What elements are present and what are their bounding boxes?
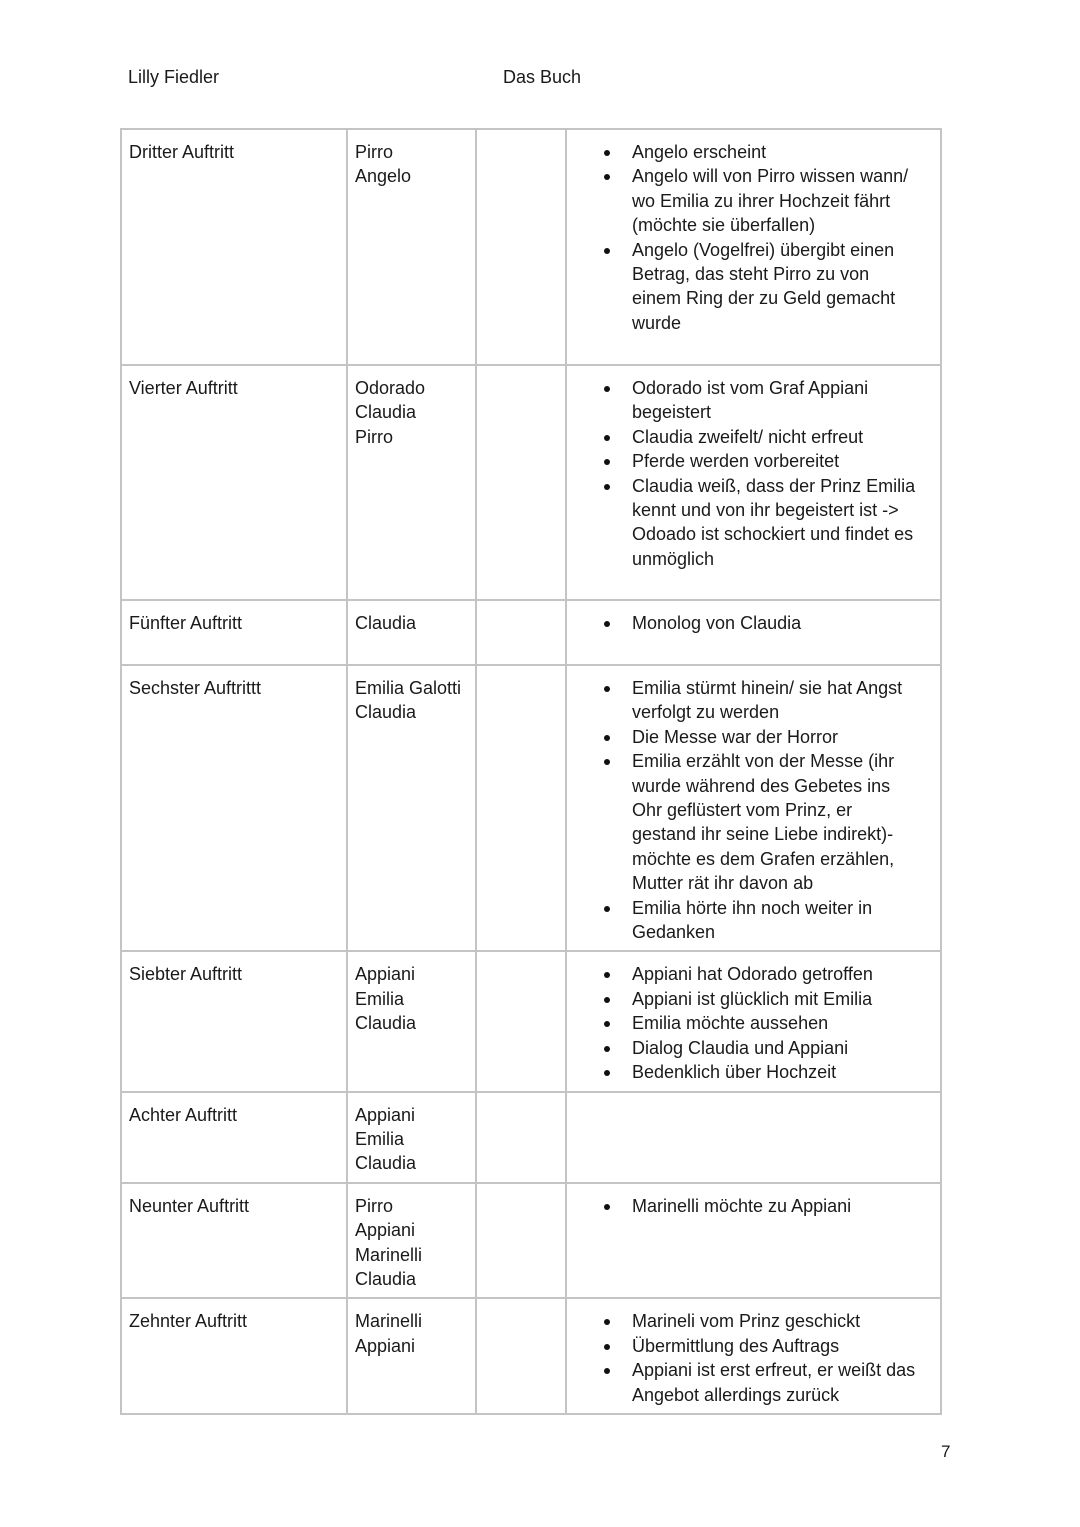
summary-line: Die Messe war der Horror [632, 726, 839, 747]
table-row [121, 600, 941, 665]
summary-point [567, 140, 933, 164]
summary-line: Angebot allerdings zurück [632, 1384, 840, 1405]
summary-point [567, 1334, 933, 1358]
scene-cell: Achter Auftritt [121, 1092, 347, 1183]
summary-line: Emilia stürmt hinein/ sie hat Angst [632, 678, 903, 698]
bullet-icon [604, 735, 610, 741]
empty-cell [476, 1298, 566, 1414]
summary-cell [566, 129, 941, 365]
summary-line: Übermittlung des Auftrags [632, 1335, 840, 1356]
summary-list [567, 140, 933, 335]
scene-table [120, 128, 942, 1415]
summary-line: Emilia erzählt von der Messe (ihr [632, 751, 895, 772]
summary-cell [566, 1298, 941, 1414]
summary-line: Marineli vom Prinz geschickt [632, 1311, 861, 1332]
bullet-icon [604, 248, 610, 254]
empty-cell [476, 129, 566, 365]
character-name: Emilia Galotti [355, 678, 462, 698]
bullet-icon [604, 1046, 610, 1052]
empty-cell [476, 365, 566, 600]
summary-line: Marinelli möchte zu Appiani [632, 1195, 852, 1216]
summary-line: Angelo will von Pirro wissen wann/ [632, 166, 909, 187]
character-name: Appiani [355, 1220, 416, 1241]
character-name: Claudia [355, 1268, 417, 1289]
summary-line: kennt und von ihr begeistert ist -> [632, 500, 899, 521]
character-name: Pirro [355, 1195, 394, 1216]
character-name: Claudia [355, 1153, 417, 1174]
scene-cell: Neunter Auftritt [121, 1183, 347, 1299]
summary-line: Mutter rät ihr davon ab [632, 873, 814, 894]
summary-cell [566, 365, 941, 600]
summary-line: Claudia weiß, dass der Prinz Emilia [632, 475, 916, 496]
summary-line: Appiani ist glücklich mit Emilia [632, 988, 873, 1009]
summary-list [567, 962, 933, 1084]
bullet-icon [604, 484, 610, 490]
author-name: Lilly Fiedler [128, 67, 220, 87]
summary-list [567, 376, 933, 571]
summary-line: wurde [632, 312, 682, 333]
bullet-icon [604, 459, 610, 465]
summary-point [567, 1309, 933, 1333]
summary-point [567, 1011, 933, 1035]
characters-cell [347, 951, 476, 1091]
bullet-icon [604, 906, 610, 912]
bullet-icon [604, 686, 610, 692]
summary-line: Emilia möchte aussehen [632, 1013, 829, 1034]
summary-line: (möchte sie überfallen) [632, 215, 816, 236]
table-row [121, 665, 941, 951]
bullet-icon [604, 1021, 610, 1027]
character-name: Claudia [355, 1013, 417, 1034]
summary-point [567, 725, 933, 749]
scene-table-body [121, 129, 941, 1414]
empty-cell [476, 600, 566, 665]
empty-cell [476, 665, 566, 951]
summary-line: gestand ihr seine Liebe indirekt)- [632, 824, 894, 845]
bullet-icon [604, 435, 610, 441]
bullet-icon [604, 174, 610, 180]
summary-list [567, 611, 933, 635]
character-name: Appiani [355, 964, 416, 985]
character-name: Emilia [355, 988, 405, 1009]
summary-point [567, 164, 933, 237]
summary-point [567, 1194, 933, 1218]
summary-line: Betrag, das steht Pirro zu von [632, 264, 870, 285]
characters-cell [347, 1183, 476, 1299]
summary-line: Angelo (Vogelfrei) übergibt einen [632, 239, 895, 260]
table-row [121, 129, 941, 365]
scene-cell: Fünfter Auftritt [121, 600, 347, 665]
characters-cell [347, 665, 476, 951]
summary-line: Appiani hat Odorado getroffen [632, 964, 873, 985]
bullet-icon [604, 1344, 610, 1350]
scene-cell: Zehnter Auftritt [121, 1298, 347, 1414]
character-name: Claudia [355, 613, 417, 633]
summary-list [567, 1309, 933, 1407]
summary-line: Emilia hörte ihn noch weiter in [632, 897, 873, 918]
summary-point [567, 425, 933, 449]
summary-line: Appiani ist erst erfreut, er weißt das [632, 1360, 916, 1381]
summary-line: Bedenklich über Hochzeit [632, 1062, 837, 1083]
bullet-icon [604, 1368, 610, 1374]
bullet-icon [604, 150, 610, 156]
summary-point [567, 238, 933, 336]
summary-line: Odoado ist schockiert und findet es [632, 524, 914, 545]
summary-point [567, 1036, 933, 1060]
character-name: Appiani [355, 1335, 416, 1356]
page-number: 7 [941, 1442, 951, 1461]
summary-line: wo Emilia zu ihrer Hochzeit fährt [632, 190, 891, 211]
characters-cell [347, 1298, 476, 1414]
scene-cell: Dritter Auftritt [121, 129, 347, 365]
character-name: Marinelli [355, 1244, 423, 1265]
summary-line: Monolog von Claudia [632, 613, 802, 633]
table-row [121, 365, 941, 600]
summary-list [567, 676, 933, 944]
character-name: Angelo [355, 166, 412, 187]
summary-line: verfolgt zu werden [632, 702, 780, 723]
summary-line: einem Ring der zu Geld gemacht [632, 288, 896, 309]
characters-cell [347, 365, 476, 600]
summary-point [567, 1060, 933, 1084]
bullet-icon [604, 621, 610, 627]
summary-line: wurde während des Gebetes ins [632, 775, 891, 796]
bullet-icon [604, 386, 610, 392]
bullet-icon [604, 972, 610, 978]
table-row [121, 1298, 941, 1414]
summary-cell [566, 600, 941, 665]
character-name: Claudia [355, 702, 417, 723]
summary-line: Angelo erscheint [632, 142, 767, 162]
summary-point [567, 449, 933, 473]
summary-line: Odorado ist vom Graf Appiani [632, 378, 869, 398]
empty-cell [476, 951, 566, 1091]
table-row [121, 1092, 941, 1183]
characters-cell [347, 600, 476, 665]
character-name: Emilia [355, 1128, 405, 1149]
character-name: Pirro [355, 142, 394, 162]
character-name: Marinelli [355, 1311, 423, 1332]
character-name: Appiani [355, 1104, 416, 1125]
summary-line: Pferde werden vorbereitet [632, 451, 840, 472]
summary-list [567, 1194, 933, 1218]
characters-cell [347, 129, 476, 365]
bullet-icon [604, 1070, 610, 1076]
summary-point [567, 987, 933, 1011]
empty-cell [476, 1183, 566, 1299]
summary-line: begeistert [632, 402, 712, 423]
bullet-icon [604, 997, 610, 1003]
summary-point [567, 376, 933, 425]
summary-cell [566, 1183, 941, 1299]
summary-line: Dialog Claudia und Appiani [632, 1037, 849, 1058]
empty-cell [476, 1092, 566, 1183]
summary-point [567, 676, 933, 725]
summary-line: Claudia zweifelt/ nicht erfreut [632, 426, 864, 447]
summary-point [567, 474, 933, 572]
bullet-icon [604, 1319, 610, 1325]
bullet-icon [604, 759, 610, 765]
character-name: Pirro [355, 426, 394, 447]
summary-line: unmöglich [632, 548, 715, 569]
summary-point [567, 896, 933, 945]
table-row [121, 951, 941, 1091]
bullet-icon [604, 1204, 610, 1210]
character-name: Claudia [355, 402, 417, 423]
summary-point [567, 611, 933, 635]
character-name: Odorado [355, 378, 426, 398]
document-title: Das Buch [503, 67, 582, 87]
summary-cell [566, 951, 941, 1091]
summary-line: Gedanken [632, 922, 716, 943]
scene-cell: Sechster Auftrittt [121, 665, 347, 951]
scene-cell: Vierter Auftritt [121, 365, 347, 600]
summary-point [567, 962, 933, 986]
summary-point [567, 1358, 933, 1407]
characters-cell [347, 1092, 476, 1183]
summary-line: Ohr geflüstert vom Prinz, er [632, 800, 853, 821]
summary-line: möchte es dem Grafen erzählen, [632, 848, 895, 869]
table-row [121, 1183, 941, 1299]
summary-cell [566, 665, 941, 951]
summary-point [567, 749, 933, 895]
summary-cell [566, 1092, 941, 1183]
scene-cell: Siebter Auftritt [121, 951, 347, 1091]
